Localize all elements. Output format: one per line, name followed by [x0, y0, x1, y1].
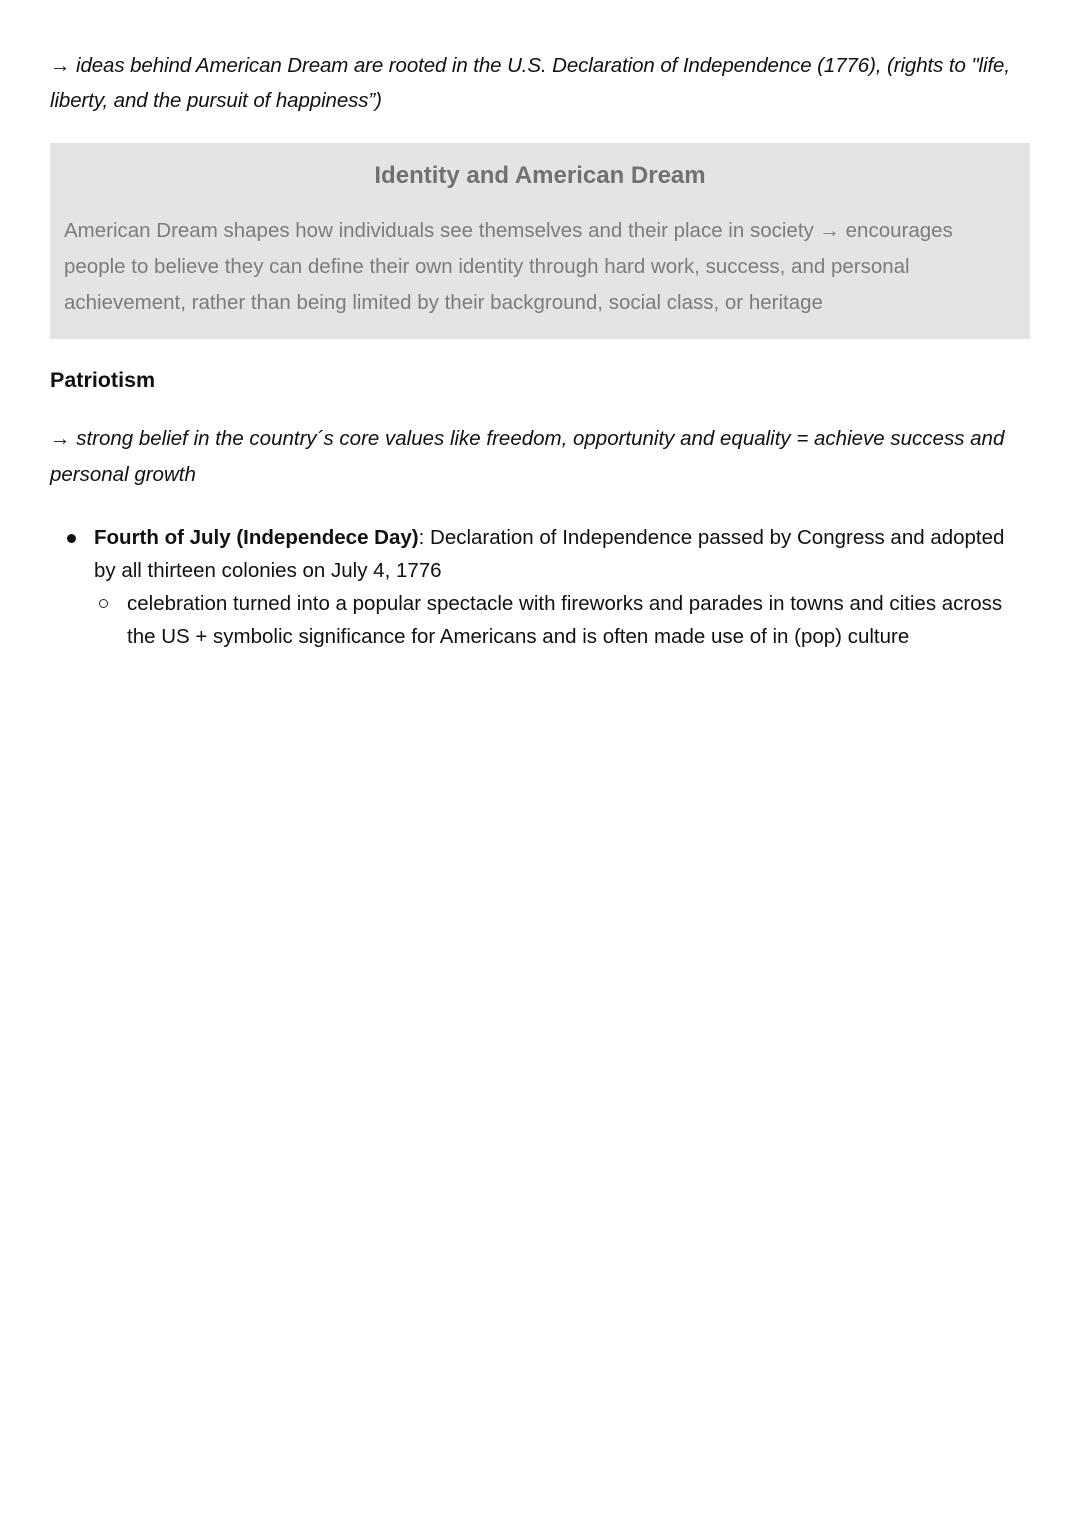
callout-body: American Dream shapes how individuals see themselves and their place in society → encourages people to believe they can define their own identity through hard work, success, and personal achievement, rather than being limited by their background, social class, or heritage	[64, 219, 953, 314]
sub-bullet-list	[94, 587, 1030, 653]
bullet-list	[50, 521, 1030, 653]
callout-title: Identity and American Dream	[374, 162, 706, 189]
hollow-circle-bullet-icon	[99, 599, 108, 608]
intro-paragraph: → ideas behind American Dream are rooted in the U.S. Declaration of Independence (1776), (rights to "life, liberty, and the pursuit of happiness”)	[50, 54, 1010, 112]
sub-bullet-text: celebration turned into a popular spectacle with fireworks and parades in towns and cities across the US + symbolic significance for Americans and is often made use of in (pop) culture	[127, 592, 1003, 648]
document-page	[50, 48, 1030, 653]
bullet-dot-icon	[67, 534, 76, 543]
list-item	[50, 521, 1030, 653]
bullet-term: Fourth of July (Independece Day)	[94, 526, 419, 549]
identity-callout-box	[50, 143, 1030, 339]
sub-list-item	[94, 587, 1030, 653]
bullet-text: : Declaration of Independence passed by Congress and adopted by all thirteen colonies on July 4, 1776	[94, 526, 1005, 582]
patriotism-intro: → strong belief in the country´s core values like freedom, opportunity and equality = achieve success and personal growth	[50, 427, 1005, 486]
section-heading-patriotism: Patriotism	[50, 368, 156, 392]
